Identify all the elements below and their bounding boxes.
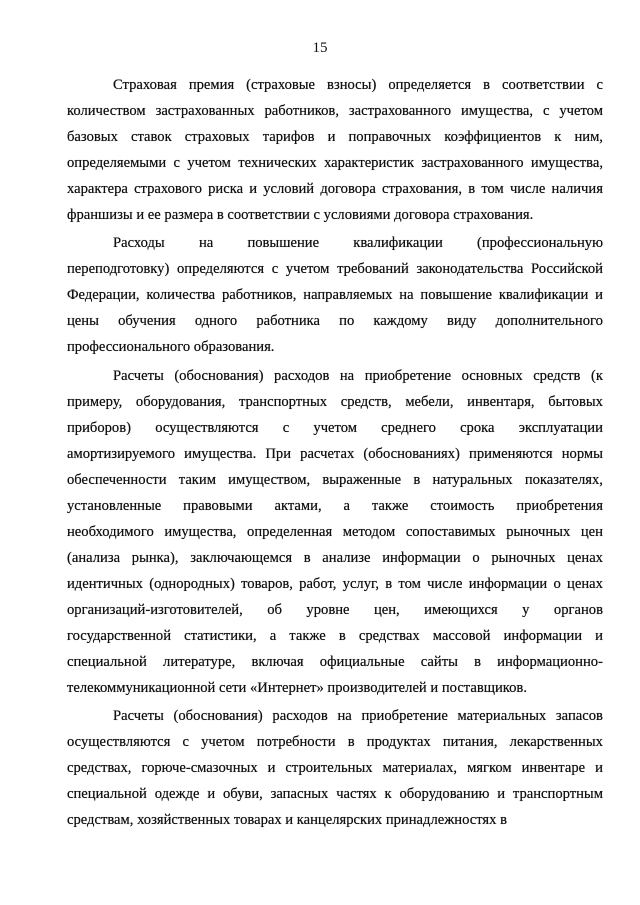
word: актами, xyxy=(274,498,322,514)
word: имущества, xyxy=(460,103,534,119)
text-line xyxy=(67,729,603,755)
word: мебели, xyxy=(405,394,454,410)
word: статистики, xyxy=(184,628,257,644)
word: и xyxy=(595,287,603,303)
document-body xyxy=(67,72,603,833)
text-line xyxy=(67,415,603,441)
word: об xyxy=(267,602,282,618)
word: на xyxy=(399,287,414,303)
word: поправочных xyxy=(348,129,432,145)
text-line xyxy=(67,334,603,360)
word: запасных xyxy=(270,786,329,802)
word: и xyxy=(267,760,276,776)
word: обучения xyxy=(118,313,176,329)
text-line xyxy=(67,72,603,98)
word: производителей xyxy=(327,680,431,696)
word: приобретения xyxy=(516,498,603,514)
word: с xyxy=(313,207,324,223)
word: (обоснования) xyxy=(173,708,263,724)
word: договора xyxy=(394,207,454,223)
word: риска xyxy=(208,181,244,197)
word: правовыми xyxy=(183,498,253,514)
word: приобретение xyxy=(361,708,448,724)
word: (однородных) xyxy=(149,576,235,592)
word: том xyxy=(481,181,504,197)
word: с xyxy=(282,420,290,436)
text-line xyxy=(67,493,603,519)
word: официальные xyxy=(319,654,405,670)
word: законодательства xyxy=(416,261,524,277)
text-line xyxy=(67,150,603,176)
word: (к xyxy=(590,368,603,384)
text-line xyxy=(67,124,603,150)
word: требований xyxy=(337,261,409,277)
word: соответствии xyxy=(227,207,314,223)
word: (профессиональную xyxy=(477,235,603,251)
word: том xyxy=(398,576,421,592)
word: информации xyxy=(382,550,461,566)
word: потребности xyxy=(256,734,336,750)
word: застрахованных xyxy=(155,103,255,119)
word: средств, xyxy=(340,394,392,410)
word: специальной xyxy=(67,654,147,670)
paragraph xyxy=(67,230,603,360)
word: а xyxy=(269,628,277,644)
word: характеристик xyxy=(324,155,415,171)
word: имуществом, xyxy=(228,472,311,488)
word: информации xyxy=(468,576,548,592)
word: в xyxy=(500,812,507,828)
word: средствах, xyxy=(67,760,132,776)
text-line xyxy=(67,545,603,571)
word: Страховая xyxy=(113,77,177,93)
text-line xyxy=(67,675,603,701)
word: условиями xyxy=(323,207,395,223)
text-line xyxy=(67,781,603,807)
word: в xyxy=(338,628,346,644)
word: мягком xyxy=(467,760,512,776)
word: договора xyxy=(320,181,376,197)
word: ставок xyxy=(130,129,172,145)
word: имущества. xyxy=(184,446,257,462)
word: хозяйственных xyxy=(137,812,234,828)
word: каждому xyxy=(373,313,428,329)
word: ним, xyxy=(574,129,603,145)
word: литературе, xyxy=(163,654,236,670)
word: количеством xyxy=(67,103,146,119)
text-line xyxy=(67,202,603,228)
word: и xyxy=(430,680,442,696)
word: работников, xyxy=(221,287,297,303)
word: основных xyxy=(461,368,523,384)
word: к xyxy=(554,129,562,145)
word: (обоснованиях) xyxy=(363,446,460,462)
word: «Интернет» xyxy=(250,680,328,696)
word: определяются xyxy=(176,261,265,277)
word: числе xyxy=(509,181,546,197)
word: страхового xyxy=(134,181,202,197)
text-line xyxy=(67,571,603,597)
word: товаров, xyxy=(241,576,293,592)
word: к xyxy=(384,786,392,802)
text-line xyxy=(67,623,603,649)
word: приборов) xyxy=(67,420,131,436)
word: государственной xyxy=(67,628,172,644)
word: в xyxy=(303,550,311,566)
text-line xyxy=(67,467,603,493)
word: расходов xyxy=(272,708,328,724)
text-line xyxy=(67,703,603,729)
text-line xyxy=(67,755,603,781)
word: технических xyxy=(238,155,317,171)
word: квалификации xyxy=(353,235,443,251)
word: ценах xyxy=(567,576,603,592)
word: одежде xyxy=(154,786,200,802)
word: определяется xyxy=(388,77,472,93)
word: применяются xyxy=(469,446,553,462)
text-line xyxy=(67,519,603,545)
word: коэффициентов xyxy=(444,129,542,145)
word: и xyxy=(497,786,506,802)
word: частях xyxy=(336,786,377,802)
word: питания, xyxy=(442,734,498,750)
text-line xyxy=(67,308,603,334)
word: работ, xyxy=(299,576,337,592)
word: застрахованного xyxy=(348,103,452,119)
word: транспортных xyxy=(238,394,328,410)
word: информационно- xyxy=(497,654,603,670)
word: страхования. xyxy=(453,207,534,223)
word: сети xyxy=(219,680,250,696)
paragraph xyxy=(67,72,603,228)
word: средств xyxy=(533,368,581,384)
word: в xyxy=(413,472,421,488)
word: Расчеты xyxy=(113,708,164,724)
word: также xyxy=(371,498,409,514)
word: одного xyxy=(194,313,238,329)
word: на xyxy=(198,235,214,251)
word: в xyxy=(385,576,393,592)
page-number: 15 xyxy=(312,40,328,56)
word: страховых xyxy=(184,129,250,145)
word: органов xyxy=(553,602,603,618)
word: с xyxy=(542,103,550,119)
word: уровне xyxy=(306,602,350,618)
word: учетом xyxy=(201,734,245,750)
word: работника xyxy=(256,313,320,329)
word: осуществляются xyxy=(155,420,259,436)
word: и xyxy=(595,628,603,644)
word: При xyxy=(265,446,292,462)
word: стоимость xyxy=(430,498,495,514)
word: заключающемся xyxy=(190,550,293,566)
word: расходов xyxy=(274,368,330,384)
word: работников, xyxy=(264,103,339,119)
word: тарифов xyxy=(262,129,315,145)
word: с xyxy=(173,155,180,171)
word: эксплуатации xyxy=(518,420,603,436)
text-line xyxy=(67,176,603,202)
word: обеспеченности xyxy=(67,472,167,488)
word: и xyxy=(207,786,216,802)
word: цены xyxy=(67,313,99,329)
word: нормы xyxy=(561,446,603,462)
word: а xyxy=(343,498,350,514)
word: и xyxy=(327,129,336,145)
text-line xyxy=(67,282,603,308)
word: имущества, xyxy=(530,155,603,171)
word: информации xyxy=(503,628,583,644)
word: канцелярских xyxy=(296,812,386,828)
word: анализе xyxy=(322,550,371,566)
text-line xyxy=(67,807,603,833)
word: условий xyxy=(263,181,315,197)
word: в xyxy=(347,734,355,750)
word: переподготовку) xyxy=(67,261,170,277)
word: поставщиков. xyxy=(441,680,527,696)
word: амортизируемого xyxy=(67,446,176,462)
word: телекоммуникационной xyxy=(67,680,220,696)
word: у xyxy=(522,602,530,618)
word: и xyxy=(136,207,148,223)
word: оборудования, xyxy=(135,394,226,410)
word: в xyxy=(216,207,228,223)
word: ее xyxy=(147,207,165,223)
word: ценах xyxy=(567,550,603,566)
word: (обоснования) xyxy=(174,368,264,384)
word: имущества, xyxy=(164,524,237,540)
text-line xyxy=(67,649,603,675)
word: срока xyxy=(460,420,495,436)
word: в xyxy=(483,77,491,93)
word: рынка), xyxy=(131,550,179,566)
word: и xyxy=(249,181,258,197)
word: среднего xyxy=(381,420,436,436)
word: в xyxy=(468,181,476,197)
text-line xyxy=(67,597,603,623)
word: бытовых xyxy=(548,394,603,410)
text-line xyxy=(67,441,603,467)
word: (страховые xyxy=(246,77,316,93)
word: строительных xyxy=(285,760,373,776)
word: с xyxy=(271,261,279,277)
word: установленные xyxy=(67,498,162,514)
word: (анализа xyxy=(67,550,121,566)
word: идентичных xyxy=(67,576,143,592)
word: средствах xyxy=(358,628,420,644)
word: учетом xyxy=(313,420,357,436)
word: франшизы xyxy=(67,207,137,223)
word: взносы) xyxy=(327,77,377,93)
word: инвентаре xyxy=(521,760,586,776)
word: дополнительного xyxy=(495,313,603,329)
word: профессионального xyxy=(67,339,194,355)
word: по xyxy=(339,313,355,329)
word: учетом xyxy=(559,103,603,119)
word: количества xyxy=(146,287,216,303)
word: характера xyxy=(67,181,128,197)
paragraph xyxy=(67,703,603,833)
word: имеющихся xyxy=(424,602,498,618)
word: Расчеты xyxy=(113,368,164,384)
word: рыночных xyxy=(491,550,556,566)
word: горюче-смазочных xyxy=(141,760,258,776)
text-line xyxy=(67,363,603,389)
word: квалификации xyxy=(498,287,589,303)
word: соответствии xyxy=(502,77,585,93)
word: о xyxy=(472,550,480,566)
word: Расходы xyxy=(113,235,165,251)
word: направляемых xyxy=(303,287,393,303)
word: премия xyxy=(188,77,235,93)
word: размера xyxy=(164,207,217,223)
word: осуществляются xyxy=(67,734,171,750)
word: виду xyxy=(446,313,477,329)
word: застрахованного xyxy=(421,155,524,171)
word: на xyxy=(337,708,352,724)
word: продуктах xyxy=(366,734,431,750)
word: сайты xyxy=(420,654,458,670)
word: цен, xyxy=(373,602,400,618)
word: определяемыми xyxy=(67,155,167,171)
word: на xyxy=(339,368,355,384)
word: учетом xyxy=(285,261,330,277)
word: необходимого xyxy=(67,524,154,540)
word: страхования, xyxy=(382,181,463,197)
word: примеру, xyxy=(67,394,123,410)
word: средствам, xyxy=(67,812,138,828)
word: таким xyxy=(178,472,216,488)
word: товарах xyxy=(233,812,286,828)
text-line xyxy=(67,256,603,282)
word: приобретение xyxy=(364,368,452,384)
word: натуральных xyxy=(432,472,513,488)
word: числе xyxy=(427,576,463,592)
word: запасов xyxy=(555,708,603,724)
word: Российской xyxy=(531,261,603,277)
word: показателях, xyxy=(524,472,603,488)
word: расчетах xyxy=(300,446,355,462)
word: организаций-изготовителей, xyxy=(67,602,243,618)
word: повышение xyxy=(247,235,320,251)
word: инвентаря, xyxy=(467,394,535,410)
word: образования. xyxy=(193,339,275,355)
paragraph xyxy=(67,363,603,701)
word: обуви, xyxy=(222,786,263,802)
word: повышение xyxy=(420,287,493,303)
word: лекарственных xyxy=(509,734,603,750)
word: с xyxy=(596,77,603,93)
word: услуг, xyxy=(342,576,379,592)
word: материалах, xyxy=(382,760,458,776)
word: о xyxy=(553,576,561,592)
word: транспортным xyxy=(512,786,603,802)
word: базовых xyxy=(67,129,118,145)
word: с xyxy=(182,734,189,750)
word: и xyxy=(285,812,297,828)
word: включая xyxy=(251,654,304,670)
word: наличия xyxy=(551,181,603,197)
word: определенная xyxy=(247,524,333,540)
word: цен xyxy=(580,524,603,540)
word: Федерации, xyxy=(67,287,140,303)
text-line xyxy=(67,230,603,256)
word: оборудованию xyxy=(399,786,490,802)
word: принадлежностях xyxy=(385,812,501,828)
word: также xyxy=(289,628,326,644)
word: в xyxy=(474,654,481,670)
word: массовой xyxy=(432,628,491,644)
word: специальной xyxy=(67,786,147,802)
word: и xyxy=(595,760,603,776)
word: рыночных xyxy=(506,524,571,540)
text-line xyxy=(67,389,603,415)
word: материальных xyxy=(457,708,547,724)
word: методом xyxy=(342,524,396,540)
word: учетом xyxy=(187,155,231,171)
text-line xyxy=(67,98,603,124)
word: выраженные xyxy=(322,472,402,488)
word: сопоставимых xyxy=(405,524,496,540)
